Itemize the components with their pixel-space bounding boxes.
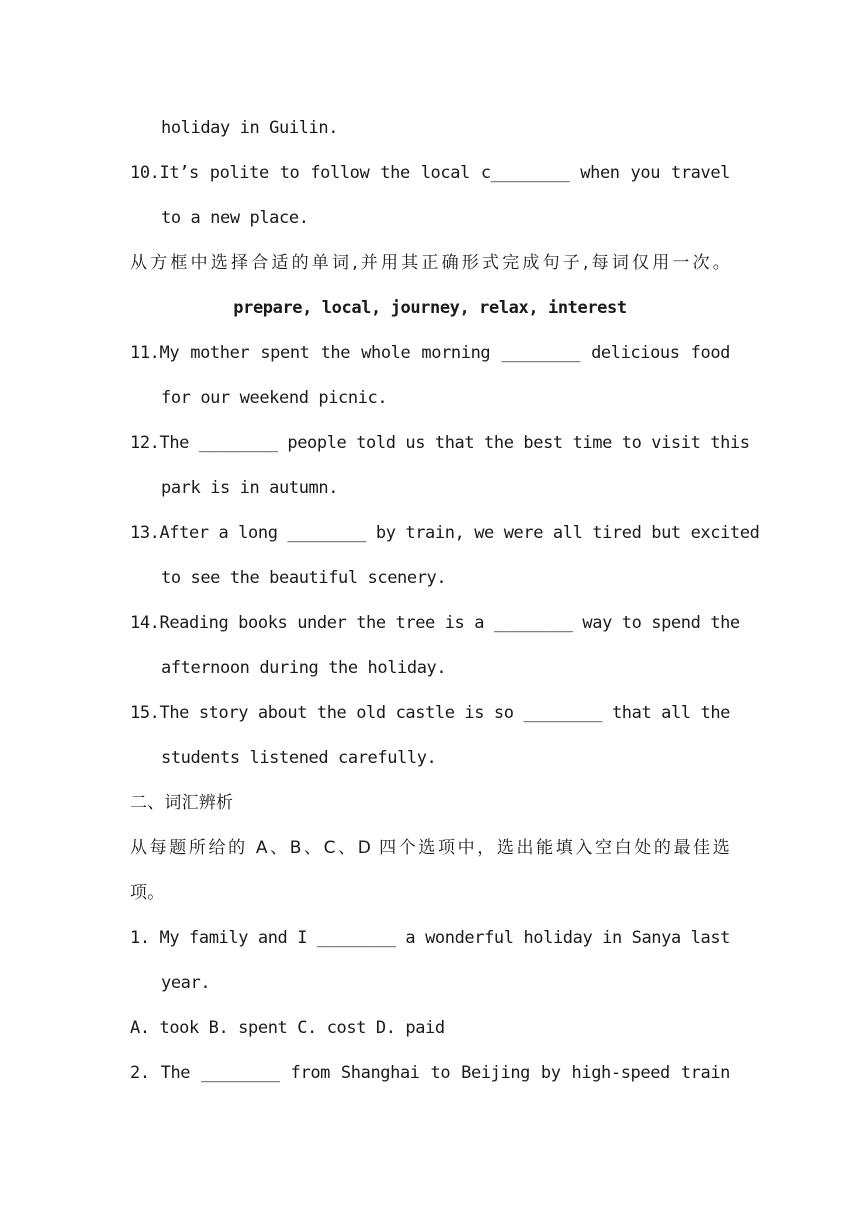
question-14-continuation: afternoon during the holiday. xyxy=(161,658,447,678)
mcq-1: 1. My family and I ________ a wonderful holiday in Sanya last xyxy=(130,928,730,948)
mcq-1-continuation: year. xyxy=(161,973,211,993)
question-10: 10.It’s polite to follow the local c________ when you travel xyxy=(130,163,730,183)
mcq-2: 2. The ________ from Shanghai to Beijing by high-speed train xyxy=(130,1063,730,1083)
word-box: prepare, local, journey, relax, interest xyxy=(233,298,627,318)
section-heading: 二、词汇辨析 xyxy=(130,793,234,813)
section-2-instruction: 从每题所给的 A、B、C、D 四个选项中，选出能填入空白处的最佳选 xyxy=(130,838,730,858)
question-15-continuation: students listened carefully. xyxy=(161,748,437,768)
question-13: 13.After a long ________ by train, we were all tired but excited xyxy=(130,523,760,543)
question-11-continuation: for our weekend picnic. xyxy=(161,388,388,408)
question-13-continuation: to see the beautiful scenery. xyxy=(161,568,447,588)
mcq-1-options: A. took B. spent C. cost D. paid xyxy=(130,1018,445,1038)
question-15: 15.The story about the old castle is so ________ that all the xyxy=(130,703,730,723)
question-12-continuation: park is in autumn. xyxy=(161,478,339,498)
question-14: 14.Reading books under the tree is a ________ way to spend the xyxy=(130,613,740,633)
section-instruction: 从方框中选择合适的单词,并用其正确形式完成句子,每词仅用一次。 xyxy=(130,253,730,273)
question-9-continuation: holiday in Guilin. xyxy=(161,118,339,138)
question-10-continuation: to a new place. xyxy=(161,208,309,228)
question-11: 11.My mother spent the whole morning ________ delicious food xyxy=(130,343,730,363)
question-12: 12.The ________ people told us that the best time to visit this xyxy=(130,433,750,453)
section-2-instruction-continuation: 项。 xyxy=(130,883,165,903)
